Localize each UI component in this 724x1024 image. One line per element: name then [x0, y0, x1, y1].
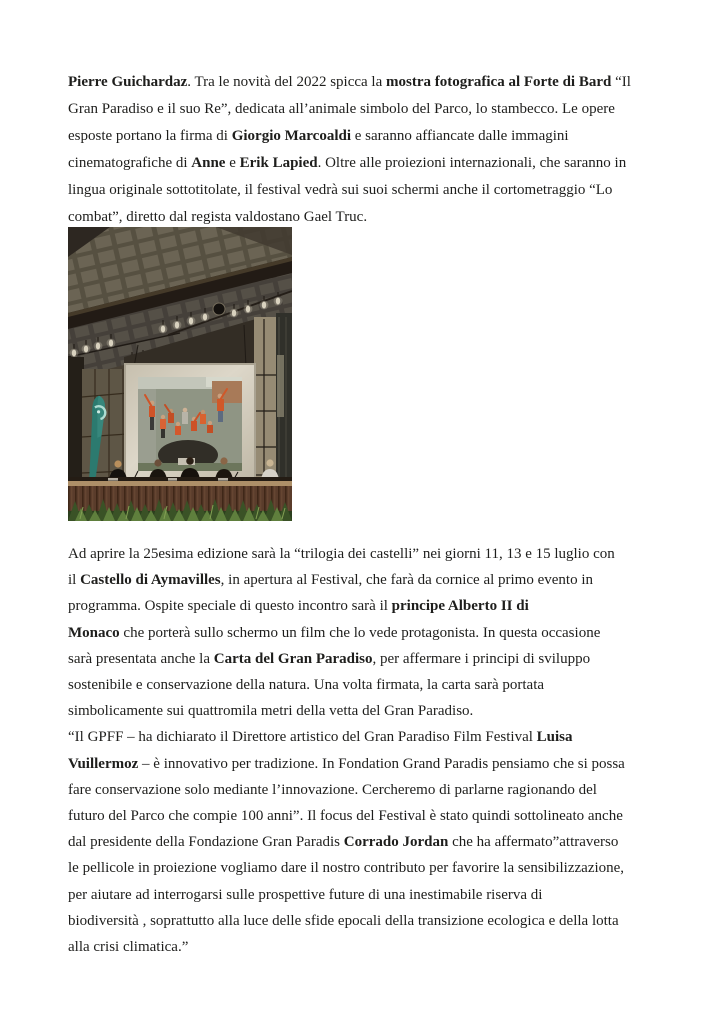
text-line: combat”, diretto dal regista valdostano Gael Truc. — [68, 209, 368, 225]
text-line: per aiutare ad interrogarsi sulle prospettive future di una inestimabile riserva di — [68, 886, 543, 903]
text-line: Vuillermoz – è innovativo per tradizione. In Fondation Grand Paradis pensiamo che si possa — [68, 755, 625, 772]
text-line: Monaco che porterà sullo schermo un film che lo vede protagonista. In questa occasione — [68, 624, 601, 641]
paragraph-body — [68, 541, 668, 960]
text-line: cinematografiche di Anne e Erik Lapied. Oltre alle proiezioni internazionali, che saranno in — [68, 155, 627, 171]
text-line: alla crisi climatica.” — [68, 939, 189, 956]
text-line: il Castello di Aymavilles, in apertura al Festival, che farà da cornice al primo evento in — [68, 572, 593, 589]
text-line: esposte portano la firma di Giorgio Marcoaldi e saranno affiancate dalle immagini — [68, 128, 569, 144]
text-line: Pierre Guichardaz. Tra le novità del 2022 spicca la mostra fotografica al Forte di Bard “Il — [68, 74, 631, 90]
text-line: lingua originale sottotitolate, il festival vedrà sui suoi schermi anche il cortometraggio “Lo — [68, 182, 613, 198]
conference-hall-photo — [68, 227, 292, 521]
text-line: sostenibile e conservazione della natura. Una volta firmata, la carta sarà portata — [68, 677, 545, 694]
text-line: dal presidente della Fondazione Gran Paradis Corrado Jordan che ha affermato”attraverso — [68, 834, 619, 851]
text-line: futuro del Parco che compie 100 anni”. Il focus del Festival è stato quindi sottolineato anche — [68, 808, 623, 825]
text-line: Gran Paradiso e il suo Re”, dedicata all’animale simbolo del Parco, lo stambecco. Le opere — [68, 101, 615, 117]
text-line: simbolicamente sui quattromila metri della vetta del Gran Paradiso. — [68, 703, 474, 720]
conference-photo-graphic — [68, 227, 292, 521]
ceiling-speaker — [213, 303, 225, 315]
text-line: le pellicole in proiezione vogliamo dare il nostro contributo per favorire la sensibilizzazione, — [68, 860, 625, 877]
projected-image — [138, 377, 242, 471]
text-line: programma. Ospite speciale di questo incontro sarà il principe Alberto II di — [68, 598, 529, 615]
text-line: fare conservazione solo mediante l’innovazione. Cercheremo di parlarne ragionando del — [68, 781, 597, 798]
text-line: Ad aprire la 25esima edizione sarà la “trilogia dei castelli” nei giorni 11, 13 e 15 luglio con — [68, 546, 615, 562]
text-line: sarà presentata anche la Carta del Gran Paradiso, per affermare i principi di sviluppo — [68, 650, 591, 667]
text-line: biodiversità , soprattutto alla luce delle sfide epocali della transizione ecologica e della lotta — [68, 912, 619, 929]
wall-light-reflection — [277, 355, 284, 417]
text-line: “Il GPFF – ha dichiarato il Direttore artistico del Gran Paradiso Film Festival Luisa — [68, 729, 573, 746]
paragraph-intro — [68, 69, 668, 231]
